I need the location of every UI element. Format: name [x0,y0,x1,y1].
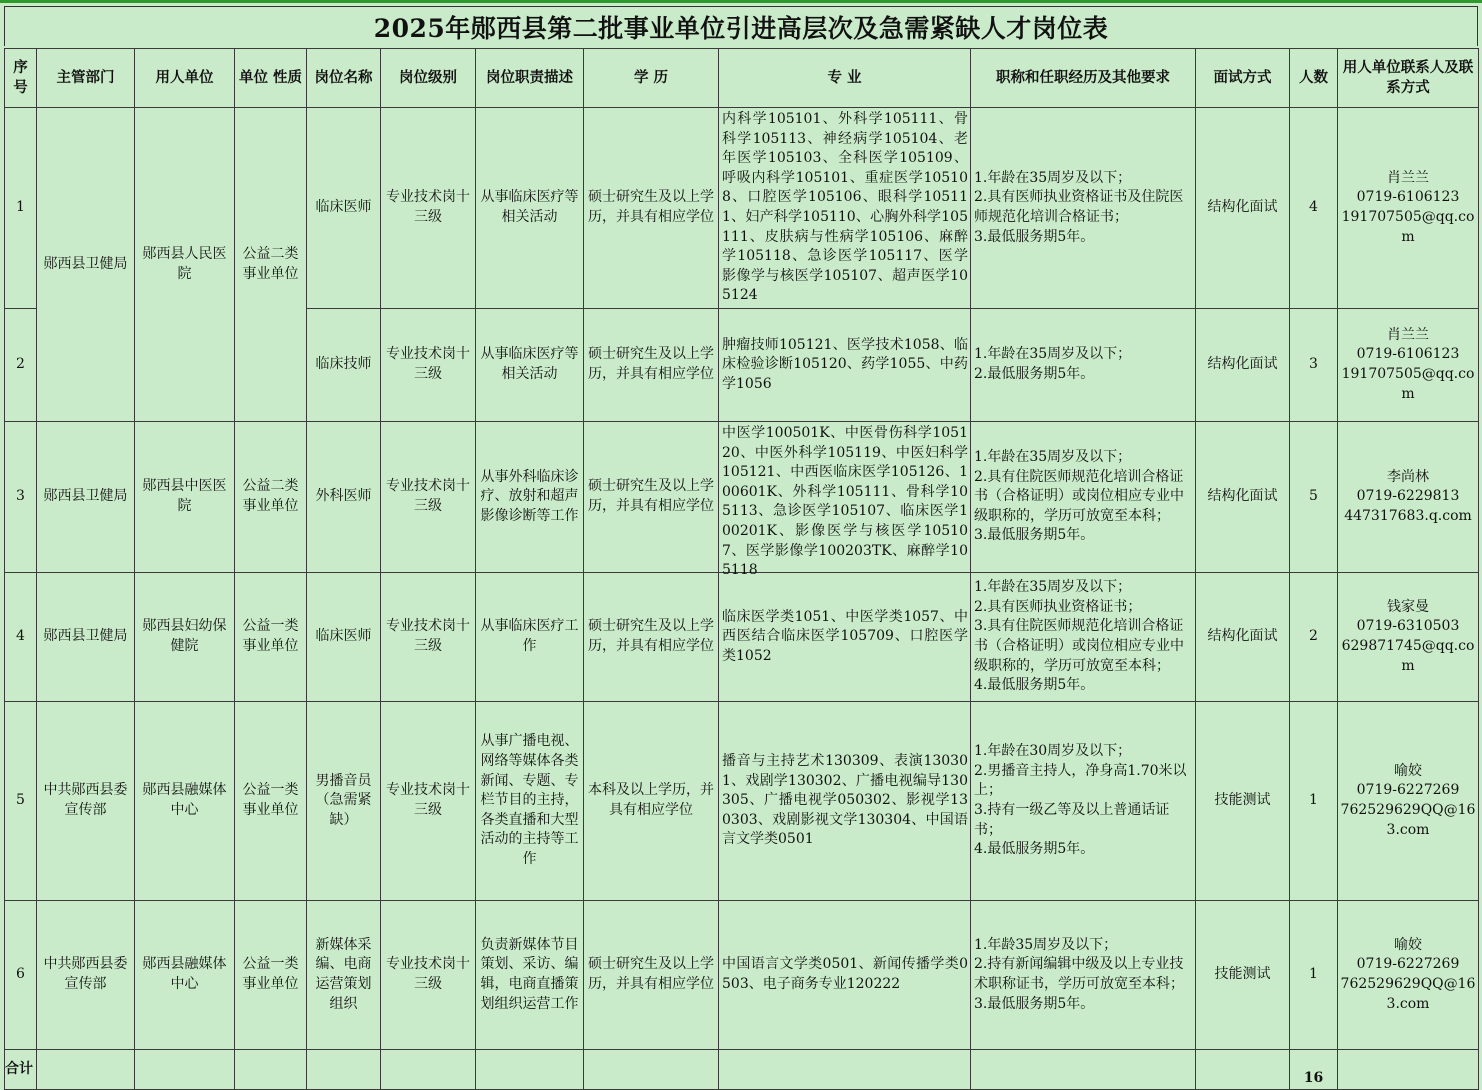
contact-phone: 0719-6229813 [1356,488,1460,505]
contact-email: 191707505@qq.com [1341,209,1475,245]
cell-req [971,422,1196,573]
table-row [5,702,1479,901]
cell-contact [1338,108,1479,309]
cell-count: 3 [1290,309,1338,422]
cell-seq: 5 [5,702,37,901]
contact-email: 762529629QQ@163.com [1340,802,1476,838]
req-line: 3.最低服务期5年。 [974,527,1095,544]
cell-contact [1338,422,1479,573]
contact-name: 李尚林 [1387,468,1429,485]
cell-edu: 硕士研究生及以上学历，并具有相应学位 [584,309,719,422]
sheet-title: 2025年郧西县第二批事业单位引进高层次及急需紧缺人才岗位表 [4,6,1478,46]
cell-duty: 从事临床医疗等相关活动 [476,108,584,309]
table-row [5,108,1479,309]
contact-email: 191707505@qq.com [1341,366,1475,402]
cell-edu: 硕士研究生及以上学历，并具有相应学位 [584,422,719,573]
total-label: 合计 [5,1050,37,1090]
cell-count: 1 [1290,901,1338,1050]
cell-interview: 结构化面试 [1196,309,1290,422]
cell-post: 男播音员（急需紧缺） [307,702,381,901]
table-row [5,901,1479,1050]
cell-unit: 郧西县融媒体中心 [135,901,235,1050]
cell-req [971,702,1196,901]
cell-count: 2 [1290,573,1338,702]
req-list [974,578,1193,696]
cell-post: 外科医师 [307,422,381,573]
total-empty [1196,1050,1290,1090]
cell-post: 临床医师 [307,108,381,309]
total-empty [476,1050,584,1090]
cell-unit: 郧西县融媒体中心 [135,702,235,901]
header-duty: 岗位职责描述 [476,49,584,108]
req-line: 2.最低服务期5年。 [974,366,1095,382]
req-line: 1.年龄在35周岁及以下； [974,449,1132,466]
cell-interview: 结构化面试 [1196,108,1290,309]
cell-dept: 中共郧西县委宣传部 [37,901,135,1050]
contact-email: 762529629QQ@163.com [1340,976,1476,1012]
total-empty [135,1050,235,1090]
cell-duty: 从事广播电视、网络等媒体各类新闻、专题、专栏节目的主持，各类直播和大型活动的主持等工作 [476,702,584,901]
header-dept: 主管部门 [37,49,135,108]
req-line: 2.男播音主持人，净身高1.70米以上； [974,762,1187,799]
cell-level: 专业技术岗十三级 [381,702,476,901]
req-line: 1.年龄在35周岁及以下； [974,169,1132,186]
header-major: 专 业 [719,49,971,108]
total-empty [719,1050,971,1090]
total-empty [1338,1050,1479,1090]
contact-phone: 0719-6310503 [1356,618,1460,635]
cell-req [971,108,1196,309]
total-empty [307,1050,381,1090]
cell-level: 专业技术岗十三级 [381,422,476,573]
cell-contact [1338,573,1479,702]
contact-name: 肖兰兰 [1387,326,1429,343]
cell-major [719,422,971,579]
header-req: 职称和任职经历及其他要求 [971,49,1196,108]
header-interview: 面试方式 [1196,49,1290,108]
cell-unit-type: 公益二类事业单位 [235,108,307,422]
contact-name: 钱家曼 [1387,598,1429,615]
cell-duty: 负责新媒体节目策划、采访、编辑，电商直播策划组织运营工作 [476,901,584,1050]
cell-req [971,309,1196,422]
cell-unit-type: 公益二类事业单位 [235,422,307,573]
cell-interview: 结构化面试 [1196,573,1290,702]
req-line: 4.最低服务期5年。 [974,677,1095,694]
cell-seq: 1 [5,108,37,309]
contact-name: 喻姣 [1394,762,1422,779]
req-line: 2.持有新闻编辑中级及以上专业技术职称证书，学历可放宽至本科； [974,956,1184,992]
req-line: 3.持有一级乙等及以上普通话证书； [974,802,1170,838]
req-line: 2.具有医师执业资格证书及住院医师规范化培训合格证书； [974,189,1184,225]
cell-unit-type: 公益一类事业单位 [235,702,307,901]
cell-count: 5 [1290,422,1338,573]
header-unit: 用人单位 [135,49,235,108]
contact-phone: 0719-6106123 [1356,189,1460,206]
req-line: 1.年龄在35周岁及以下； [974,346,1132,363]
header-count: 人数 [1290,49,1338,108]
cell-seq: 4 [5,573,37,702]
header-contact: 用人单位联系人及联系方式 [1338,49,1479,108]
header-level: 岗位级别 [381,49,476,108]
cell-seq: 6 [5,901,37,1050]
cell-unit: 郧西县人民医院 [135,108,235,422]
cell-seq: 3 [5,422,37,573]
cell-major: 中国语言文学类0501、新闻传播学类0503、电子商务专业120222 [719,901,971,1050]
cell-unit-type: 公益一类事业单位 [235,573,307,702]
total-empty [971,1050,1196,1090]
total-count: 16 [1290,1050,1338,1090]
req-line: 1.年龄35周岁及以下； [974,936,1118,953]
contact-phone: 0719-6106123 [1356,346,1460,363]
cell-post: 新媒体采编、电商运营策划组织 [307,901,381,1050]
cell-interview: 结构化面试 [1196,422,1290,573]
req-line: 2.具有医师执业资格证书； [974,598,1142,615]
cell-post: 临床技师 [307,309,381,422]
req-line: 3.最低服务期5年。 [974,228,1095,245]
cell-seq: 2 [5,309,37,422]
cell-dept: 郧西县卫健局 [37,422,135,573]
req-line: 3.具有住院医师规范化培训合格证书（合格证明）或岗位相应专业中级职称的，学历可放宽至本科； [974,618,1184,674]
top-border-line [0,0,1482,3]
req-line: 1.年龄在35周岁及以下； [974,579,1132,596]
cell-interview: 技能测试 [1196,901,1290,1050]
cell-edu: 硕士研究生及以上学历，并具有相应学位 [584,573,719,702]
cell-major: 肿瘤技师105121、医学技术1058、临床检验诊断105120、药学1055、中药学1056 [719,309,971,422]
cell-contact [1338,702,1479,901]
contact-name: 喻姣 [1394,936,1422,953]
total-empty [381,1050,476,1090]
cell-dept: 中共郧西县委宣传部 [37,702,135,901]
req-line: 4.最低服务期5年。 [974,841,1095,858]
cell-post: 临床医师 [307,573,381,702]
table-row [5,422,1479,573]
cell-major: 播音与主持艺术130309、表演130301、戏剧学130302、广播电视编导130305、广播电视学050302、影视学130303、戏剧影视文学130304、中国语言文学类0501 [719,702,971,901]
cell-edu: 硕士研究生及以上学历，并具有相应学位 [584,901,719,1050]
cell-level: 专业技术岗十三级 [381,573,476,702]
cell-duty: 从事临床医疗工作 [476,573,584,702]
header-post: 岗位名称 [307,49,381,108]
major-text: 中医学100501K、中医骨伤科学105120、中医外科学105119、中医妇科学105121、中西医临床医学105126、100601K、外科学105111、骨科学105113、急诊医学105107、临床医学100201K、影像医学与核医学105107、医学影像学100203TK、麻醉学105118 [722,425,968,579]
req-line: 1.年龄在30周岁及以下； [974,743,1132,760]
cell-interview: 技能测试 [1196,702,1290,901]
header-row [5,49,1479,108]
req-line: 2.具有住院医师规范化培训合格证书（合格证明）或岗位相应专业中级职称的，学历可放宽至本科； [974,468,1184,524]
cell-req [971,573,1196,702]
contact-name: 肖兰兰 [1387,169,1429,186]
cell-count: 1 [1290,702,1338,901]
cell-level: 专业技术岗十三级 [381,108,476,309]
cell-duty: 从事临床医疗等相关活动 [476,309,584,422]
contact-email: 629871745@qq.com [1341,638,1475,674]
total-empty [584,1050,719,1090]
cell-req [971,901,1196,1050]
cell-level: 专业技术岗十三级 [381,901,476,1050]
req-line: 3.最低服务期5年。 [974,995,1095,1012]
cell-contact [1338,901,1479,1050]
cell-unit-type: 公益一类事业单位 [235,901,307,1050]
total-row [5,1050,1479,1090]
cell-major: 临床医学类1051、中医学类1057、中西医结合临床医学105709、口腔医学类1052 [719,573,971,702]
cell-major: 内科学105101、外科学105111、骨科学105113、神经病学105104、老年医学105103、全科医学105109、呼吸内科学105101、重症医学105108、口腔医学105106、眼科学105111、妇产科学105110、心胸外科学105111、皮肤病与性病学105106、麻醉学105118、急诊医学105117、医学影像学与核医学105107、超声医学105124 [719,108,971,309]
cell-edu: 本科及以上学历，并具有相应学位 [584,702,719,901]
cell-dept: 郧西县卫健局 [37,573,135,702]
header-seq: 序号 [5,49,37,108]
header-edu: 学 历 [584,49,719,108]
cell-level: 专业技术岗十三级 [381,309,476,422]
job-table [4,48,1479,1090]
cell-unit: 郧西县中医医院 [135,422,235,573]
cell-dept: 郧西县卫健局 [37,108,135,422]
contact-phone: 0719-6227269 [1356,782,1460,799]
table-row [5,573,1479,702]
cell-unit: 郧西县妇幼保健院 [135,573,235,702]
cell-edu: 硕士研究生及以上学历，并具有相应学位 [584,108,719,309]
total-empty [37,1050,135,1090]
contact-phone: 0719-6227269 [1356,956,1460,973]
contact-email: 447317683.q.com [1344,507,1472,524]
total-empty [235,1050,307,1090]
header-unit-type: 单位 性质 [235,49,307,108]
cell-count: 4 [1290,108,1338,309]
cell-duty: 从事外科临床诊疗、放射和超声影像诊断等工作 [476,422,584,573]
cell-contact [1338,309,1479,422]
